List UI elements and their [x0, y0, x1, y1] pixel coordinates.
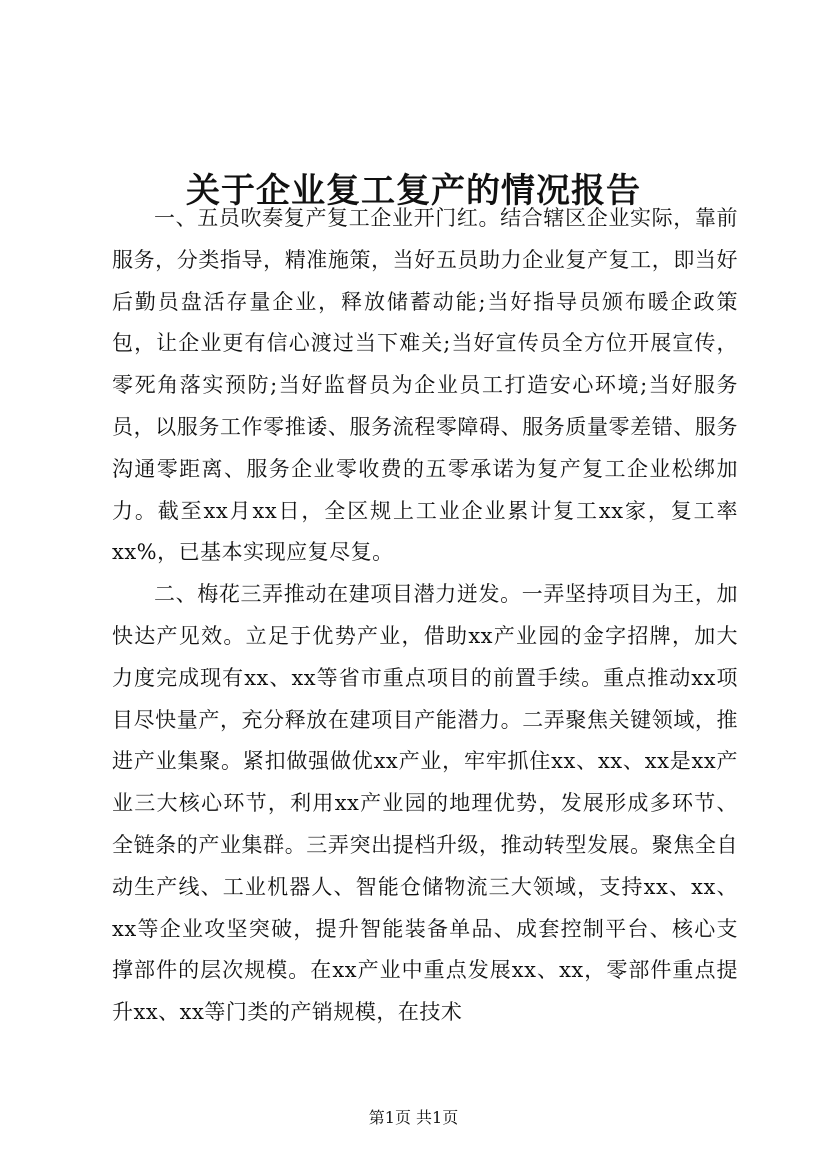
document-title: 关于企业复工复产的情况报告	[186, 170, 641, 211]
paragraph-2: 二、梅花三弄推动在建项目潜力迸发。一弄坚持项目为王，加快达产见效。立足于优势产业，借助xx产业园的金字招牌，加大力度完成现有xx、xx等省市重点项目的前置手续。重点推动xx项目尽快量产，充分释放在建项目产能潜力。二弄聚焦关键领域，推进产业集聚。紧扣做强做优xx产业，牢牢抓住xx、xx、xx是xx产业三大核心环节，利用xx产业园的地理优势，发展形成多环节、全链条的产业集群。三弄突出提档升级，推动转型发展。聚焦全自动生产线、工业机器人、智能仓储物流三大领域，支持xx、xx、xx等企业攻坚突破，提升智能装备单品、成套控制平台、核心支撑部件的层次规模。在xx产业中重点发展xx、xx，零部件重点提升xx、xx等门类的产销规模，在技术	[112, 582, 738, 1025]
document-body	[112, 198, 738, 1034]
page-number-footer: 第1页 共1页	[368, 1108, 459, 1127]
paragraph-1: 一、五员吹奏复产复工企业开门红。结合辖区企业实际，靠前服务，分类指导，精准施策，当好五员助力企业复产复工，即当好后勤员盘活存量企业，释放储蓄动能;当好指导员颁布暖企政策包，让企业更有信心渡过当下难关;当好宣传员全方位开展宣传，零死角落实预防;当好监督员为企业员工打造安心环境;当好服务员，以服务工作零推诿、服务流程零障碍、服务质量零差错、服务沟通零距离、服务企业零收费的五零承诺为复产复工企业松绑加力。截至xx月xx日，全区规上工业企业累计复工xx家，复工率xx%，已基本实现应复尽复。	[112, 206, 738, 565]
